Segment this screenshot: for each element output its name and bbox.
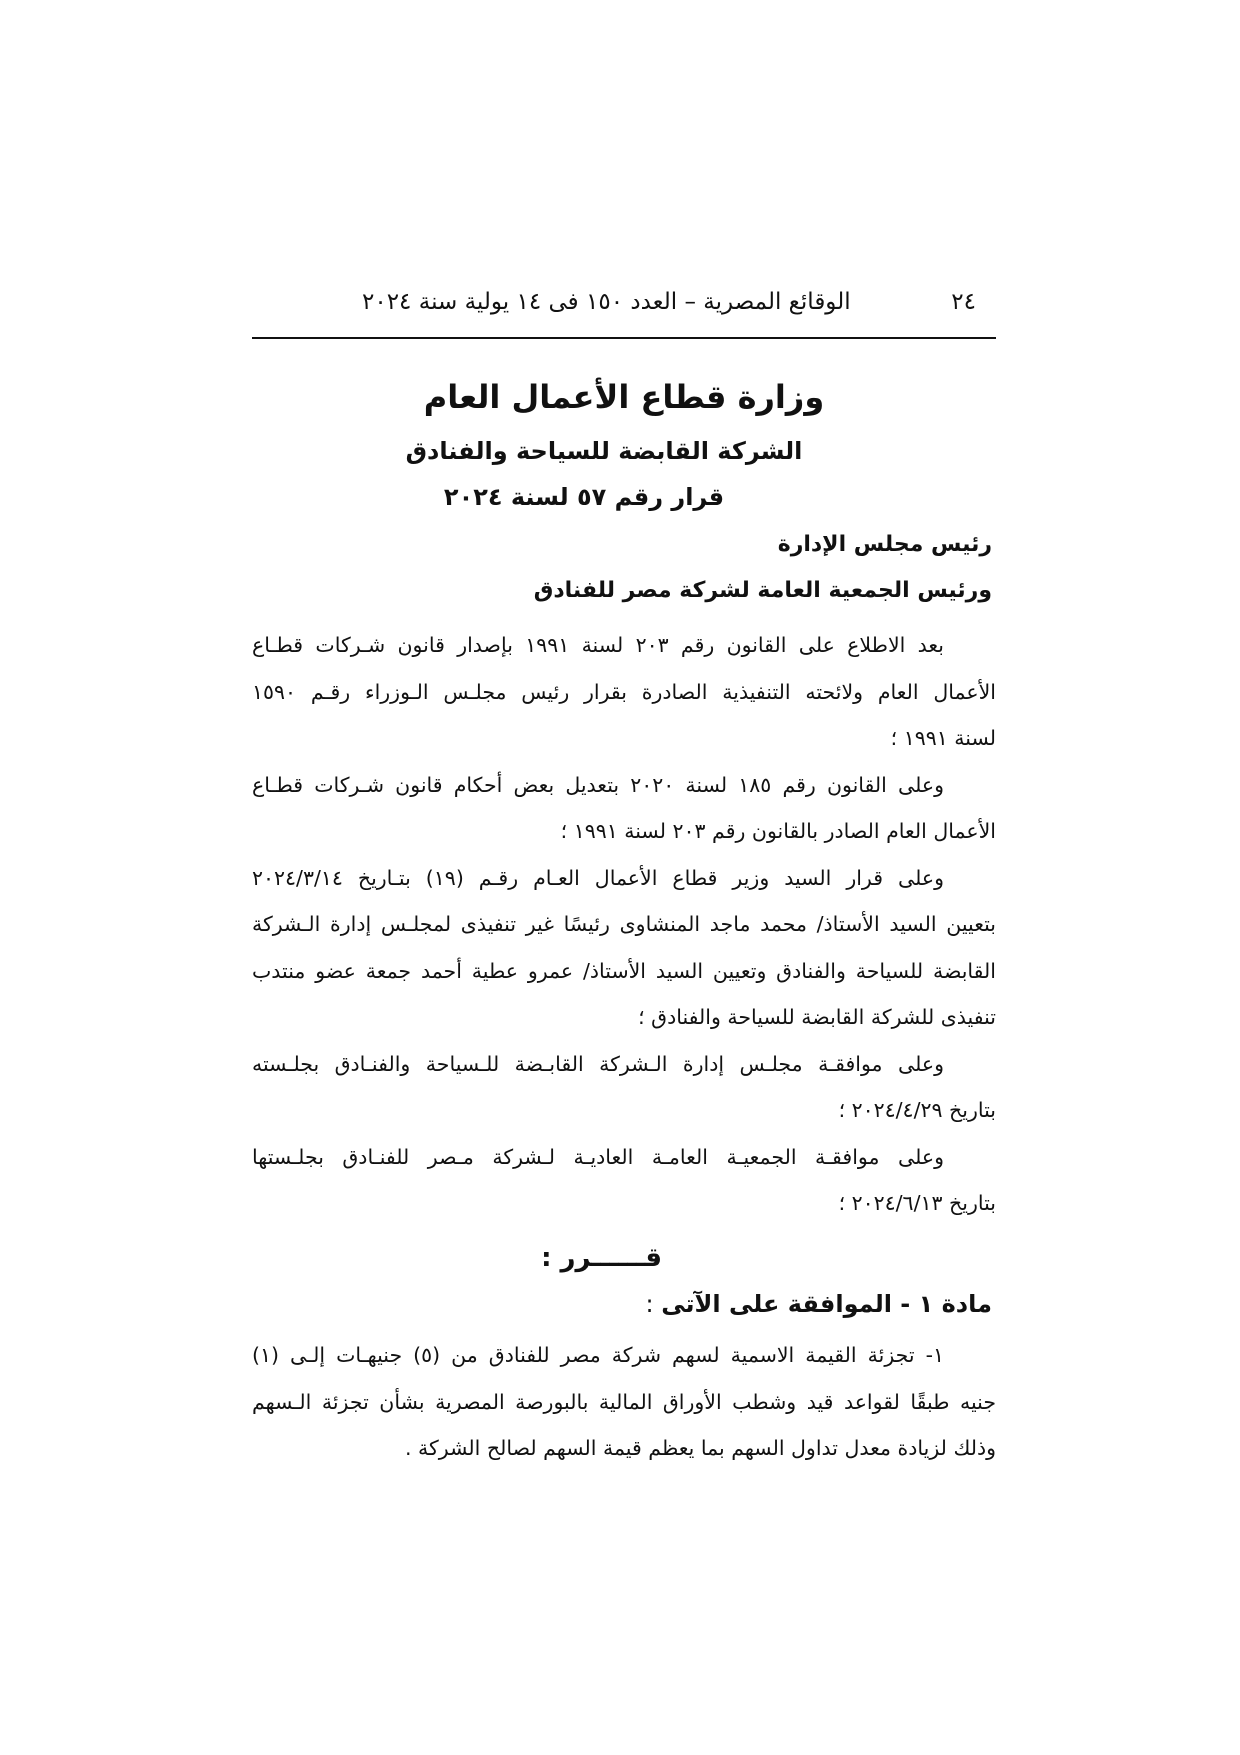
text-line: بتعيين السيد الأستاذ/ محمد ماجد المنشاوى رئيسًا غير تنفيذى لمجلـس إدارة الـشركة bbox=[252, 912, 996, 936]
text-line: وعلى قرار السيد وزير قطاع الأعمال العـام رقـم (١٩) بتـاريخ ٢٠٢٤/٣/١٤ bbox=[252, 865, 944, 890]
preamble-paragraph bbox=[252, 855, 996, 1041]
text-line: وعلى القانون رقم ١٨٥ لسنة ٢٠٢٠ بتعديل بعض أحكام قانون شـركات قطـاع bbox=[252, 772, 944, 797]
text-line: القابضة للسياحة والفنادق وتعيين السيد الأستاذ/ عمرو عطية أحمد جمعة عضو منتدب bbox=[252, 958, 996, 983]
page-number: ٢٤ bbox=[951, 289, 976, 315]
company-title: الشركة القابضة للسياحة والفنادق bbox=[405, 437, 803, 465]
text-line: لسنة ١٩٩١ ؛ bbox=[890, 726, 996, 750]
text-line: بتاريخ ٢٠٢٤/٦/١٣ ؛ bbox=[838, 1191, 996, 1215]
text-line: بتاريخ ٢٠٢٤/٤/٢٩ ؛ bbox=[838, 1098, 996, 1122]
preamble-paragraph bbox=[252, 762, 996, 855]
text-line: وذلك لزيادة معدل تداول السهم بما يعظم قيمة السهم لصالح الشركة . bbox=[405, 1436, 996, 1460]
article-heading bbox=[646, 1290, 992, 1318]
issuer-line-1: رئيس مجلس الإدارة bbox=[777, 532, 992, 557]
decree-title: قرار رقم ٥٧ لسنة ٢٠٢٤ bbox=[443, 483, 725, 511]
text-line: جنيه طبقًا لقواعد قيد وشطب الأوراق المالية بالبورصة المصرية بشأن تجزئة الـسهم bbox=[252, 1389, 996, 1414]
text-line: ١- تجزئة القيمة الاسمية لسهم شركة مصر للفنادق من (٥) جنيهـات إلـى (١) bbox=[252, 1343, 945, 1367]
article-suffix: : bbox=[645, 1290, 662, 1318]
text-line: الأعمال العام ولائحته التنفيذية الصادرة بقرار رئيس مجلـس الـوزراء رقـم ١٥٩٠ bbox=[252, 679, 996, 704]
text-line: الأعمال العام الصادر بالقانون رقم ٢٠٣ لسنة ١٩٩١ ؛ bbox=[560, 819, 996, 843]
ministry-title: وزارة قطاع الأعمال العام bbox=[423, 378, 825, 416]
article-title: مادة ١ - الموافقة على الآتى bbox=[661, 1290, 992, 1318]
preamble-paragraph bbox=[252, 1041, 996, 1134]
header-rule bbox=[252, 337, 996, 339]
text-line: بعد الاطلاع على القانون رقم ٢٠٣ لسنة ١٩٩١ بإصدار قانون شـركات قطـاع bbox=[252, 633, 944, 657]
preamble-paragraph bbox=[252, 622, 996, 762]
text-line: وعلى موافقـة مجلـس إدارة الـشركة القابـضة للـسياحة والفنـادق بجلـسته bbox=[252, 1051, 944, 1076]
preamble-paragraph bbox=[252, 1134, 996, 1227]
text-line: تنفيذى للشركة القابضة للسياحة والفنادق ؛ bbox=[638, 1005, 996, 1029]
decided-label: قــــــرر : bbox=[541, 1243, 662, 1273]
issuer-line-2: ورئيس الجمعية العامة لشركة مصر للفنادق bbox=[533, 578, 992, 603]
preamble bbox=[252, 622, 996, 1227]
page-header bbox=[252, 285, 996, 319]
article-clause bbox=[252, 1332, 996, 1472]
gazette-issue-line: الوقائع المصرية – العدد ١٥٠ فى ١٤ يولية سنة ٢٠٢٤ bbox=[362, 289, 851, 315]
text-line: وعلى موافقـة الجمعيـة العامـة العاديـة لـشركة مـصر للفنـادق بجلـستها bbox=[252, 1144, 944, 1169]
